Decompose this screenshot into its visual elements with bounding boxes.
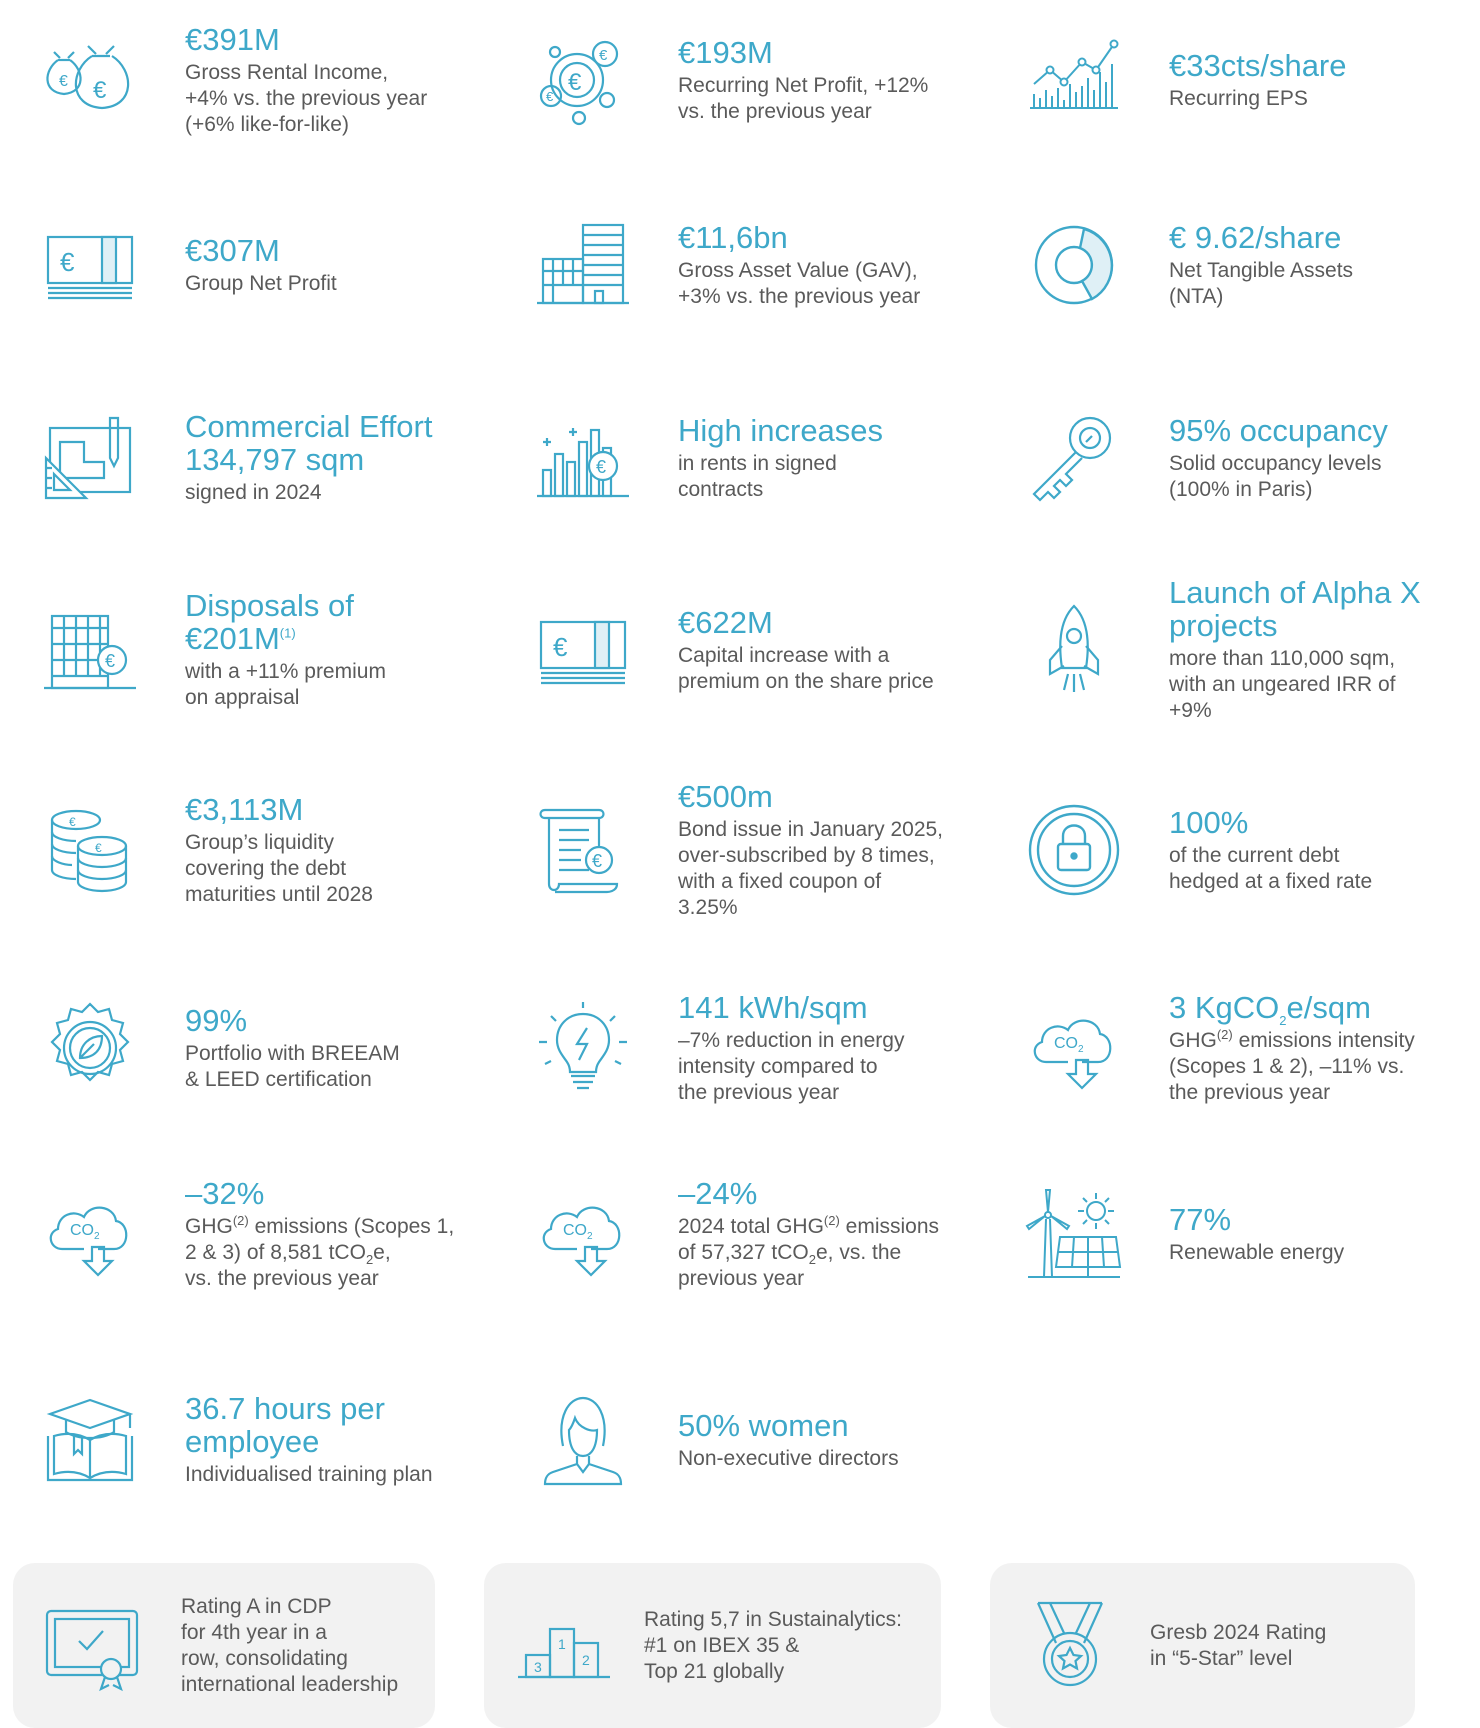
rating-text: Rating A in CDP for 4th year in a row, consolidating international leadership [181,1594,399,1696]
kpi-commercial-effort [25,378,485,538]
buildings-icon [518,215,648,315]
kpi-value: 141 kWh/sqm [678,989,868,1025]
subscript: 2 [808,1252,816,1268]
kpi-value: 95% occupancy [1169,412,1388,448]
kpi-occupancy [1009,378,1469,538]
kpi-rent-increases [518,378,978,538]
kpi-value: 50% women [678,1407,849,1443]
medal-icon [1020,1593,1130,1698]
light-bulb-icon [518,998,648,1098]
svg-text:2: 2 [1078,1044,1084,1055]
svg-text:€: € [592,851,603,871]
kpi-description [185,1214,485,1292]
kpi-value: €391M [185,21,280,57]
kpi-women-directors [518,1350,978,1530]
kpi-value: €193M [678,34,773,70]
kpi-disposals [25,565,485,735]
building-euro-icon [25,600,155,700]
svg-text:€: € [59,73,68,90]
svg-text:€: € [60,247,75,277]
kpi-gross-rental-income [25,0,485,160]
eco-certificate-icon [25,998,155,1098]
co2-cloud-icon [1009,998,1139,1098]
kpi-net-tangible-assets [1009,185,1469,345]
kpi-description: more than 110,000 sqm, with an ungeared IRR of +9% [1169,647,1396,722]
banknote-stack-icon [518,600,648,700]
svg-text:€: € [69,815,76,829]
kpi-description: with a +11% premium on appraisal [185,660,386,709]
kpi-description [1169,1028,1469,1106]
kpi-value-subscript: 2 [1279,1012,1287,1028]
kpi-description [678,1214,978,1292]
kpi-description: Capital increase with a premium on the share price [678,643,934,693]
co2-cloud-icon [518,1185,648,1285]
kpi-value: €33cts/share [1169,47,1347,83]
desc-part: emissions (Scopes 1, 2 & 3) of 8,581 tCO [185,1215,455,1264]
desc-part: emissions of 57,327 tCO [678,1215,940,1264]
kpi-bond-issue [518,765,978,935]
kpi-value: 77% [1169,1202,1232,1237]
kpi-description: Non-executive directors [678,1446,899,1470]
kpi-value: €11,6bn [678,219,788,255]
kpi-certification [25,968,485,1128]
svg-text:€: € [105,651,116,671]
kpi-description: –7% reduction in energy intensity compared to the previous year [678,1028,905,1104]
svg-text:€: € [599,47,608,64]
kpi-description: Group Net Profit [185,271,337,295]
kpi-value: 100% [1169,804,1249,840]
desc-part: emissions intensity (Scopes 1 & 2), –11% vs. the previous year [1169,1028,1415,1104]
desc-part: GHG [185,1215,233,1238]
footnote-marker: (1) [279,625,296,641]
rating-text: Gresb 2024 Rating in “5-Star” level [1150,1620,1327,1670]
kpi-value: 99% [185,1002,248,1038]
kpi-training-hours [25,1350,485,1530]
kpi-value [185,589,485,655]
padlock-icon [1009,800,1139,900]
kpi-description: in rents in signed contracts [678,451,837,501]
svg-text:€: € [568,69,582,96]
kpi-value-part: 3 KgCO [1169,989,1280,1025]
bar-chart-euro-icon [518,408,648,508]
svg-text:2: 2 [94,1230,100,1242]
kpi-renewable-energy [1009,1152,1469,1317]
svg-text:€: € [596,457,607,477]
kpi-description: Renewable energy [1169,1241,1345,1264]
footnote-marker: (2) [1216,1026,1233,1042]
woman-icon [518,1390,648,1490]
kpi-description: Gross Rental Income, +4% vs. the previous year (+6% like-for-like) [185,60,428,136]
subscript: 2 [365,1252,374,1268]
kpi-value: 36.7 hours per employee [185,1391,385,1459]
donut-chart-icon [1009,215,1139,315]
desc-part: GHG [1169,1028,1217,1052]
kpi-description: Gross Asset Value (GAV), +3% vs. the previous year [678,258,921,308]
growth-chart-icon [1009,30,1139,130]
euro-coins-icon [518,30,648,130]
kpi-value: –24% [678,1176,758,1211]
rating-card-sustainalytics [484,1563,941,1728]
footnote-marker: (2) [823,1213,840,1228]
kpi-recurring-eps [1009,0,1469,160]
kpi-liquidity [25,765,485,935]
svg-text:€: € [546,89,554,104]
kpi-value: €307M [185,232,280,268]
podium-icon [514,1593,624,1698]
kpi-value: € 9.62/share [1169,219,1342,255]
coin-stacks-icon [25,800,155,900]
kpi-debt-hedged [1009,765,1469,935]
kpi-recurring-net-profit [518,0,978,160]
kpi-description: Bond issue in January 2025, over-subscribed by 8 times, with a fixed coupon of 3.25% [678,817,944,919]
kpi-description: of the current debt hedged at a fixed rate [1169,843,1373,893]
svg-text:CO: CO [1054,1035,1078,1052]
money-bags-icon [25,30,155,130]
kpi-description: Net Tangible Assets (NTA) [1169,258,1354,308]
certificate-icon [43,1593,163,1698]
svg-text:CO: CO [563,1221,587,1239]
co2-cloud-icon [25,1185,155,1285]
kpi-value: €622M [678,604,773,640]
kpi-value: –32% [185,1176,265,1211]
rating-text: Rating 5,7 in Sustainalytics: #1 on IBEX 35 & Top 21 globally [644,1607,902,1683]
kpi-value-text: Disposals of €201M [185,588,354,656]
rocket-icon [1009,600,1139,700]
kpi-total-ghg [518,1152,978,1317]
bond-scroll-icon [518,800,648,900]
kpi-description: Individualised training plan [185,1463,433,1486]
footnote-marker: (2) [232,1213,249,1228]
kpi-value [1169,989,1469,1028]
kpi-value-part: e/sqm [1286,989,1371,1025]
kpi-value: €500m [678,778,773,814]
kpi-description: Recurring Net Profit, +12% vs. the previous year [678,73,929,123]
kpi-value: Commercial Effort 134,797 sqm [185,409,433,477]
blueprint-icon [25,408,155,508]
kpi-value: High increases [678,412,884,448]
podium-third-place: 3 [534,1659,542,1675]
kpi-description: Portfolio with BREEAM & LEED certification [185,1041,400,1091]
svg-text:€: € [95,841,102,855]
podium-first-place: 1 [558,1636,566,1652]
kpi-gross-asset-value [518,185,978,345]
desc-part: e, vs. the previous year [185,1241,391,1290]
desc-part: e, vs. the previous year [678,1241,902,1290]
wind-solar-icon [1009,1185,1139,1285]
rating-card-gresb [990,1563,1415,1728]
kpi-value: Launch of Alpha X projects [1169,575,1421,643]
graduation-book-icon [25,1390,155,1490]
kpi-ghg-scopes-1-2-3 [25,1152,485,1317]
desc-part: 2024 total GHG [678,1215,824,1238]
svg-text:CO: CO [70,1221,94,1239]
podium-second-place: 2 [582,1652,590,1668]
kpi-ghg-intensity [1009,968,1469,1128]
svg-text:€: € [553,632,568,662]
rating-card-cdp [13,1563,435,1728]
kpi-description: signed in 2024 [185,481,322,504]
svg-text:2: 2 [587,1230,593,1242]
banknote-stack-icon [25,215,155,315]
kpi-alpha-x-projects [1009,565,1469,735]
kpi-description: Group’s liquidity covering the debt maturities until 2028 [185,830,373,906]
svg-text:€: € [93,77,107,104]
kpi-value: €3,113M [185,791,304,827]
kpi-group-net-profit [25,185,485,345]
key-icon [1009,408,1139,508]
kpi-description: Recurring EPS [1169,86,1308,110]
kpi-description: Solid occupancy levels (100% in Paris) [1169,451,1382,501]
kpi-capital-increase [518,565,978,735]
kpi-energy-intensity [518,968,978,1128]
